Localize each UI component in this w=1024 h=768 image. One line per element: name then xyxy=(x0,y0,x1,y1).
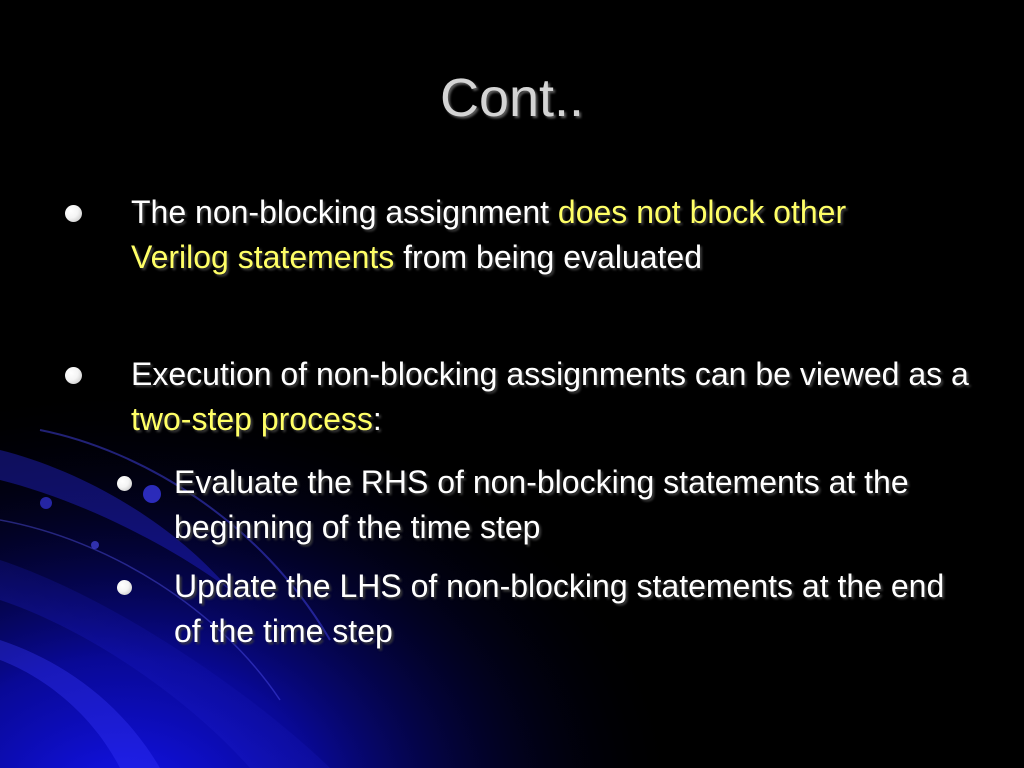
bullet-2-text-2: : xyxy=(372,401,382,437)
bullet-1-text-2: from being evaluated xyxy=(394,239,702,275)
bullet-2-highlight: two-step process xyxy=(131,401,373,437)
sub-bullet-1 xyxy=(174,460,974,550)
bullet-2-text-1: Execution of non-blocking assignments can be viewed as a xyxy=(131,356,969,392)
sub-bullet-2-text: Update the LHS of non-blocking statements at the end of the time step xyxy=(174,568,945,649)
bullet-1-text-1: The non-blocking assignment xyxy=(131,194,558,230)
bullet-dot-icon xyxy=(65,367,82,384)
sub-bullet-1-text: Evaluate the RHS of non-blocking statements at the beginning of the time step xyxy=(174,464,909,545)
sub-bullet-2 xyxy=(174,564,974,654)
bullet-1-highlight: does not block other Verilog statements xyxy=(131,194,847,275)
sub-bullet-dot-icon xyxy=(117,580,132,595)
slide-title: Cont.. xyxy=(439,68,585,128)
bullet-dot-icon xyxy=(65,205,82,222)
bullet-1 xyxy=(131,190,951,280)
bullet-2 xyxy=(131,352,971,442)
sub-bullet-dot-icon xyxy=(117,476,132,491)
